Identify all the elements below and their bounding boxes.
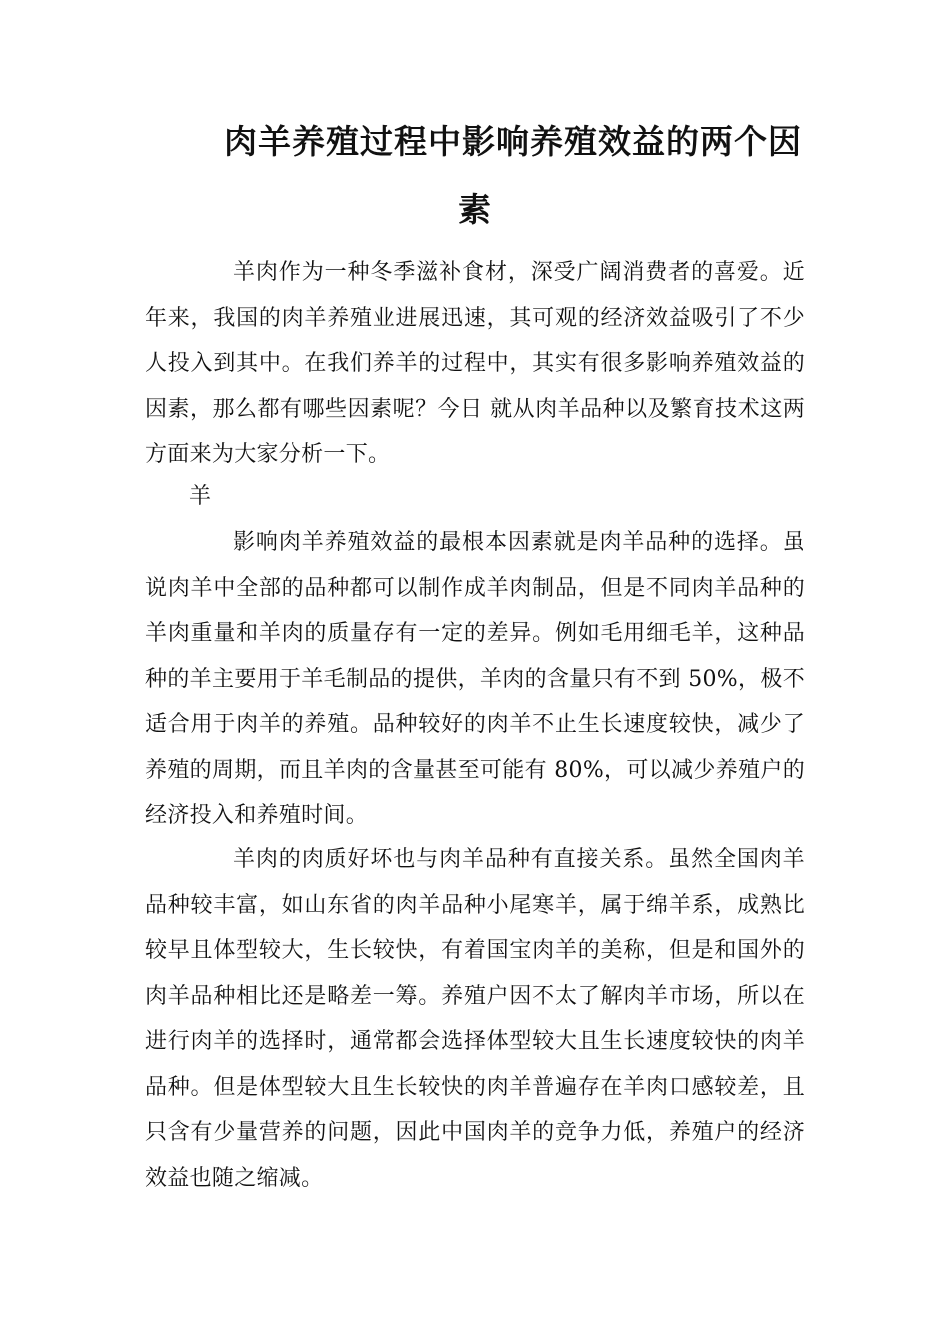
document-title-line-1: 肉羊养殖过程中影响养殖效益的两个因 xyxy=(224,122,802,161)
document-title-line-2: 素 xyxy=(458,190,492,229)
paragraph-breed-selection: 影响肉羊养殖效益的最根本因素就是肉羊品种的选择。虽说肉羊中全部的品种都可以制作成羊肉制品，但是不同肉羊品种的羊肉重量和羊肉的质量存有一定的差异。例如毛用细毛羊，这种品种的羊主要用于羊毛制品的提供，羊肉的含量只有不到 50%，极不适合用于肉羊的养殖。品种较好的肉羊不止生长速度较快，减少了养殖的周期，而且羊肉的含量甚至可能有 80%，可以减少养殖户的经济投入和养殖时间。 xyxy=(145,530,805,828)
paragraph-intro: 羊肉作为一种冬季滋补食材，深受广阔消费者的喜爱。近年来，我国的肉羊养殖业进展迅速，其可观的经济效益吸引了不少人投入到其中。在我们养羊的过程中，其实有很多影响养殖效益的因素，那么都有哪些因素呢？今日 就从肉羊品种以及繁育技术这两方面来为大家分析一下。 xyxy=(145,260,805,467)
section-heading: 羊 xyxy=(189,484,212,509)
paragraph-meat-quality: 羊肉的肉质好坏也与肉羊品种有直接关系。虽然全国肉羊品种较丰富，如山东省的肉羊品种小尾寒羊，属于绵羊系，成熟比较早且体型较大，生长较快，有着国宝肉羊的美称，但是和国外的肉羊品种相比还是略差一筹。养殖户因不太了解肉羊市场，所以在进行肉羊的选择时，通常都会选择体型较大且生长速度较快的肉羊品种。但是体型较大且生长较快的肉羊普遍存在羊肉口感较差，且只含有少量营养的问题，因此中国肉羊的竞争力低，养殖户的经济效益也随之缩减。 xyxy=(145,847,805,1191)
